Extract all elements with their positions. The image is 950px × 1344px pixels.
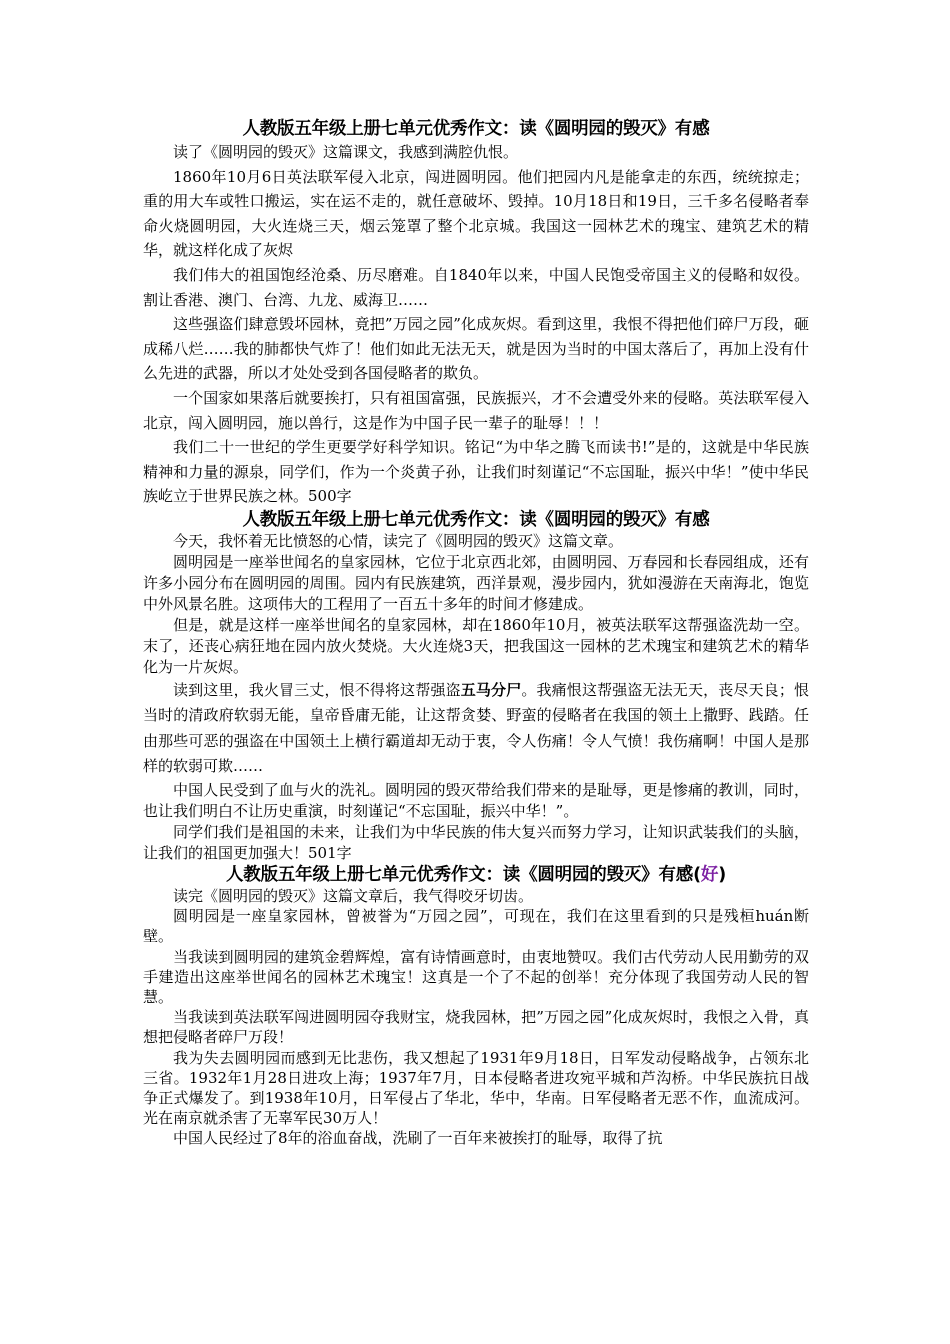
paragraph: 一个国家如果落后就要挨打，只有祖国富强，民族振兴，才不会遭受外来的侵略。英法联军侵入北京，闯入圆明园，施以兽行，这是作为中国子民一辈子的耻辱！！！	[143, 388, 809, 432]
paragraph: 今天，我怀着无比愤怒的心情，读完了《圆明园的毁灭》这篇文章。	[173, 531, 624, 550]
title-mark: 好	[700, 864, 719, 885]
title-paren-open: (	[693, 864, 701, 885]
paragraph: 我们伟大的祖国饱经沧桑、历尽磨难。自1840年以来，中国人民饱受帝国主义的侵略和奴役。割让香港、澳门、台湾、九龙、威海卫……	[143, 265, 809, 309]
paragraph	[143, 678, 809, 780]
paragraph: 读了《圆明园的毁灭》这篇课文，我感到满腔仇恨。	[173, 143, 519, 161]
title-paren-close: )	[718, 864, 727, 885]
paragraph: 我们二十一世纪的学生更要学好科学知识。铭记“为中华之腾飞而读书!”是的，这就是中华民族精神和力量的源泉，同学们，作为一个炎黄子孙，让我们时刻谨记“不忘国耻，振兴中华！”使中华民族屹立于世界民族之林。500字	[143, 438, 809, 506]
essay-section-1	[143, 118, 809, 509]
paragraph: 中国人民受到了血与火的洗礼。圆明园的毁灭带给我们带来的是耻辱，更是惨痛的教训，同时，也让我们明白不让历史重演，时刻谨记“不忘国耻，振兴中华！”。	[143, 780, 809, 820]
paragraph: 同学们我们是祖国的未来，让我们为中华民族的伟大复兴而努力学习，让知识武装我们的头脑，让我们的祖国更加强大！501字	[143, 822, 809, 862]
title-text: 人教版五年级上册七单元优秀作文：读《圆明园的毁灭》有感	[225, 864, 694, 885]
essay-title: 人教版五年级上册七单元优秀作文：读《圆明园的毁灭》有感	[242, 119, 710, 139]
paragraph-text: 。我痛恨这帮强盗无法无天，丧尽天良；恨当时的清政府软弱无能，皇帝昏庸无能，让这帮贪婪、野蛮的侵略者在我国的领土上撒野、践踏。任由那些可恶的强盗在中国领土上横行霸道却无动于衷，令人伤痛！令人气愤！我伤痛啊！中国人是那样的软弱可欺……	[143, 680, 809, 776]
paragraph: 中国人民经过了8年的浴血奋战，洗刷了一百年来被挨打的耻辱，取得了抗	[173, 1129, 663, 1148]
essay-title	[143, 864, 809, 886]
document-page	[143, 118, 809, 1149]
paragraph-text: 读到这里，我火冒三丈，恨不得将这帮强盗	[173, 680, 461, 699]
bold-phrase: 五马分尸	[460, 680, 522, 699]
essay-title: 人教版五年级上册七单元优秀作文：读《圆明园的毁灭》有感	[242, 509, 710, 530]
essay-section-3	[143, 864, 809, 1149]
paragraph: 圆明园是一座皇家园林，曾被誉为“万园之园”，可现在，我们在这里看到的只是残桓huán断壁。	[143, 907, 809, 946]
paragraph: 1860年10月6日英法联军侵入北京，闯进圆明园。他们把园内凡是能拿走的东西，统统掠走；重的用大车或牲口搬运，实在运不走的，就任意破坏、毁掉。10月18日和19日，三千多名侵略者奉命火烧圆明园，大火连烧三天，烟云笼罩了整个北京城。我国这一园林艺术的瑰宝、建筑艺术的精华，就这样化成了灰烬	[143, 167, 809, 260]
essay-section-2	[143, 509, 809, 864]
paragraph: 这些强盗们肆意毁坏园林，竟把”万园之园”化成灰烬。看到这里，我恨不得把他们碎尸万段，砸成稀八烂……我的肺都快气炸了！他们如此无法无天，就是因为当时的中国太落后了，再加上没有什么先进的武器，所以才处处受到各国侵略者的欺负。	[143, 315, 809, 383]
paragraph: 但是，就是这样一座举世闻名的皇家园林，却在1860年10月，被英法联军这帮强盗洗劫一空。末了，还丧心病狂地在园内放火焚烧。大火连烧3天，把我国这一园林的艺术瑰宝和建筑艺术的精华化为一片灰烬。	[143, 615, 809, 676]
paragraph: 圆明园是一座举世闻名的皇家园林，它位于北京西北郊，由圆明园、万春园和长春园组成，还有许多小园分布在圆明园的周围。园内有民族建筑，西洋景观，漫步园内，犹如漫游在天南海北，饱览中外风景名胜。这项伟大的工程用了一百五十多年的时间才修建成。	[143, 552, 809, 613]
paragraph: 当我读到圆明园的建筑金碧辉煌，富有诗情画意时，由衷地赞叹。我们古代劳动人民用勤劳的双手建造出这座举世闻名的园林艺术瑰宝！这真是一个了不起的创举！充分体现了我国劳动人民的智慧。	[143, 947, 809, 1006]
paragraph: 当我读到英法联军闯进圆明园夺我财宝，烧我园林，把”万园之园”化成灰烬时，我恨之入骨，真想把侵略者碎尸万段！	[143, 1008, 809, 1047]
paragraph: 我为失去圆明园而感到无比悲伤，我又想起了1931年9月18日，日军发动侵略战争，占领东北三省。1932年1月28日进攻上海；1937年7月，日本侵略者进攻宛平城和芦沟桥。中华民族抗日战争正式爆发了。到1938年10月，日军侵占了华北，华中，华南。日军侵略者无恶不作，血流成河。光在南京就杀害了无辜军民30万人！	[143, 1048, 809, 1128]
paragraph: 读完《圆明园的毁灭》这篇文章后，我气得咬牙切齿。	[173, 886, 534, 905]
